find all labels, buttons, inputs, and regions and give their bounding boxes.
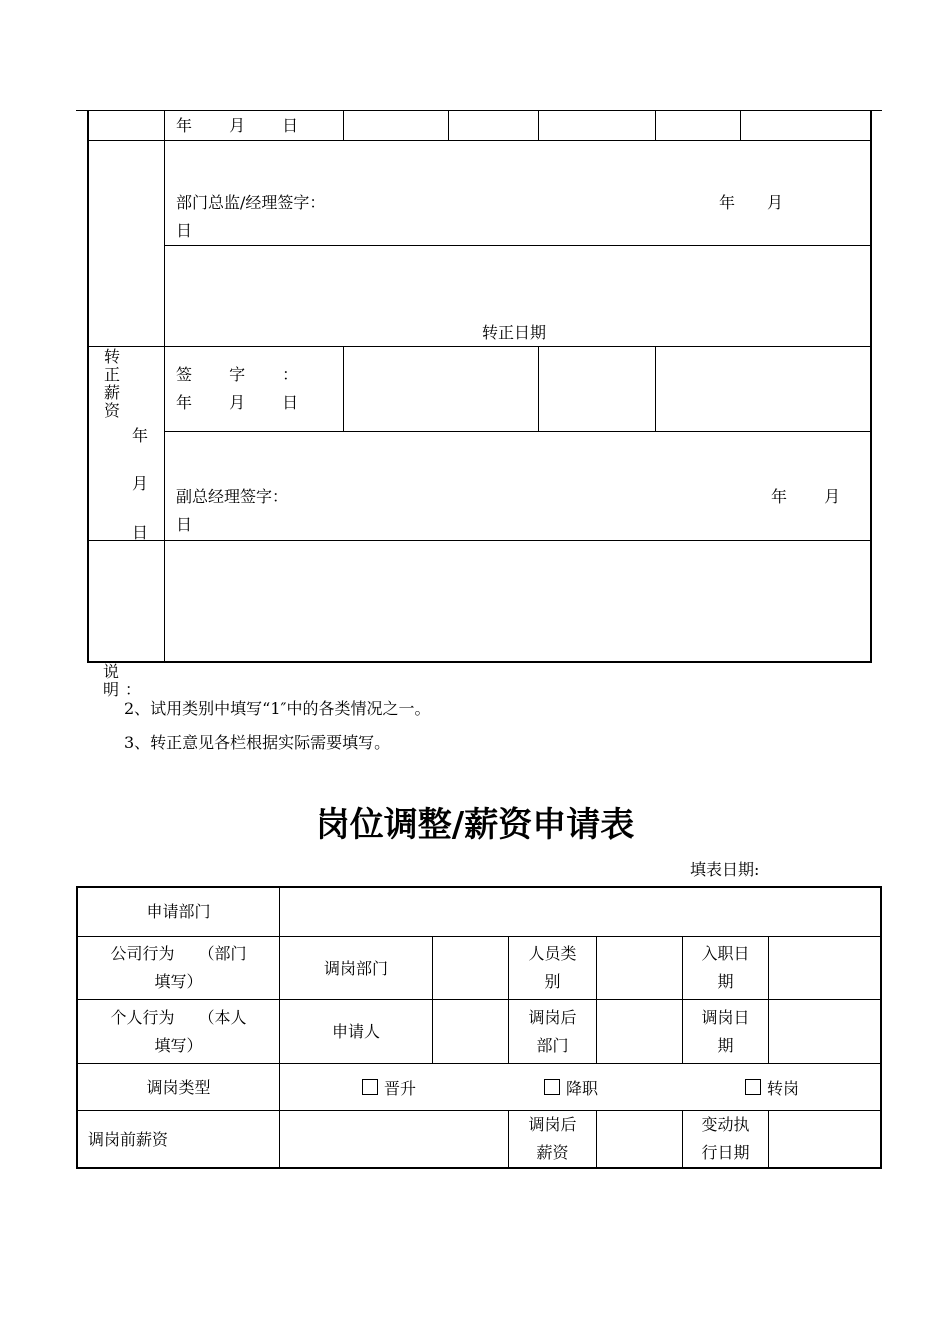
effective-date-label-line1: 变动执 [701,1115,750,1134]
salary-before-label: 调岗前薪资 [88,1130,169,1149]
hire-date-label-line2: 期 [717,972,734,991]
note-item: 2、试用类别中填写“1″中的各类情况之一。 [124,699,431,718]
row-line-1 [87,140,872,141]
side-month: 月 [132,474,149,493]
note-item: 3、转正意见各栏根据实际需要填写。 [124,733,391,752]
vp-sign-label: 副总经理签字： [176,487,289,506]
salary-after-field[interactable] [597,1111,682,1167]
hire-date-label-line1: 入职日 [701,944,750,963]
dept-director-day: 日 [176,221,193,240]
option-promotion-label: 晋升 [384,1079,417,1098]
probation-date-label: 转正日期 [482,323,547,342]
personal-action-label-line2: 填写） [154,1036,203,1055]
row1-divider [655,110,656,141]
new-dept-label-line2: 部门 [536,1036,569,1055]
personal-action-label-line1: 个人行为 （本人 [110,1008,247,1027]
table-bottom-border [76,1167,882,1169]
applicant-label: 申请人 [331,1022,380,1041]
table-row-line [76,1063,882,1064]
new-dept-label-line1: 调岗后 [528,1008,577,1027]
row1-divider [740,110,741,141]
row1-divider [448,110,449,141]
option-transfer-label: 转岗 [767,1079,800,1098]
transfer-dept-label: 调岗部门 [323,959,388,978]
apply-dept-label: 申请部门 [146,902,211,921]
side-year: 年 [132,426,149,445]
transfer-date-label-line2: 期 [717,1036,734,1055]
transfer-dept-field[interactable] [433,937,508,999]
fill-date-label: 填表日期: [690,860,760,879]
transfer-date-field[interactable] [769,1000,880,1063]
salary-after-label-line2: 薪资 [536,1143,569,1162]
row-line-3 [87,346,872,347]
label-column-divider [164,110,165,662]
table-top-border [76,886,882,888]
checkbox-demotion[interactable] [544,1079,560,1095]
dept-director-year-month: 年 月 [719,193,784,212]
row-line-4 [165,431,872,432]
applicant-field[interactable] [433,1000,508,1063]
staff-type-field[interactable] [597,937,682,999]
checkbox-transfer[interactable] [745,1079,761,1095]
apply-dept-field[interactable] [281,889,879,935]
notes-label: 说明： [103,662,148,699]
row1-date: 年 月 日 [176,116,299,135]
transfer-date-label-line1: 调岗日 [701,1008,750,1027]
sign-row-date: 年 月 日 [176,393,299,412]
salary-before-field[interactable] [281,1111,508,1167]
checkbox-promotion[interactable] [362,1079,378,1095]
company-action-label-line2: 填写） [154,972,203,991]
row1-divider [343,110,344,141]
company-action-label-line1: 公司行为 （部门 [110,944,247,963]
row-line-bottom [87,661,872,663]
new-dept-field[interactable] [597,1000,682,1063]
sign-row-divider [655,346,656,432]
dept-director-sign-label: 部门总监/经理签字： [176,193,326,212]
side-label-probation-salary: 转正薪资 [103,347,120,420]
row-line-2 [165,245,872,246]
table-right-border [880,886,882,1169]
effective-date-field[interactable] [769,1111,880,1167]
option-demotion-label: 降职 [566,1079,599,1098]
sign-row-divider [538,346,539,432]
row-line-5 [87,540,872,541]
side-day: 日 [132,523,149,542]
row1-divider [538,110,539,141]
vp-sign-year-month: 年 月 [771,487,841,506]
effective-date-label-line2: 行日期 [701,1143,750,1162]
border-left [87,110,89,662]
top-rule [76,110,882,111]
staff-type-label-line2: 别 [544,972,561,991]
border-right [870,110,872,662]
sign-row-divider [343,346,344,432]
salary-after-label-line1: 调岗后 [528,1115,577,1134]
hire-date-field[interactable] [769,937,880,999]
form-title: 岗位调整/薪资申请表 [315,805,635,845]
staff-type-label-line1: 人员类 [528,944,577,963]
vp-sign-day: 日 [176,515,193,534]
sign-row-sign-label: 签 字 ： [176,365,299,384]
transfer-type-label: 调岗类型 [146,1078,211,1097]
